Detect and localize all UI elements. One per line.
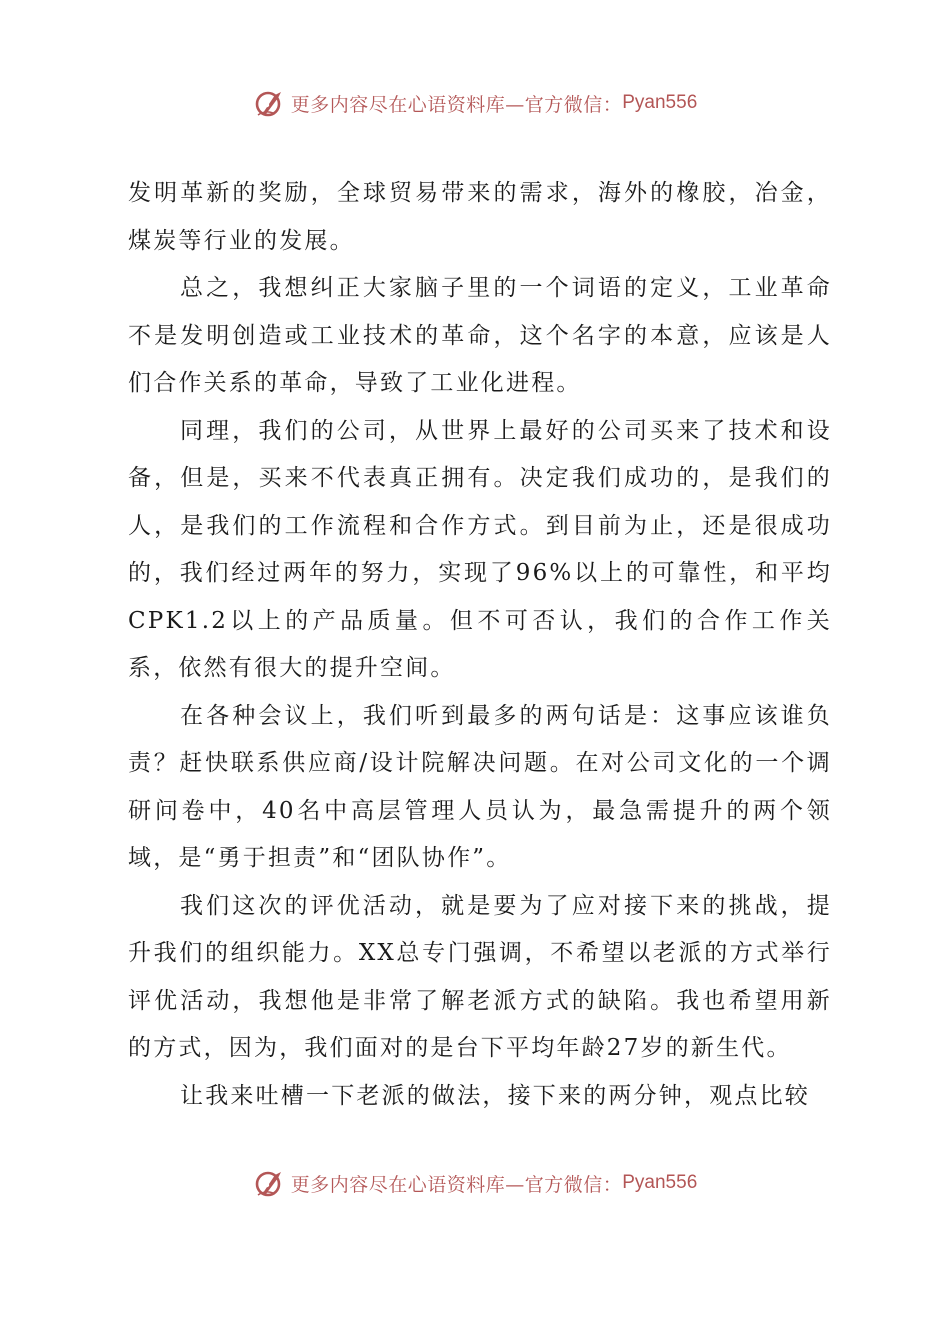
header-banner-wechat-id: Pyan556 xyxy=(622,92,698,113)
pen-nib-logo-icon xyxy=(253,86,287,120)
document-body xyxy=(128,170,832,1120)
paragraph-1: 发明革新的奖励，全球贸易带来的需求，海外的橡胶，冶金，煤炭等行业的发展。 xyxy=(128,180,832,254)
paragraph-5: 我们这次的评优活动，就是要为了应对接下来的挑战，提升我们的组织能力。XX总专门强调，不希望以老派的方式举行评优活动，我想他是非常了解老派方式的缺陷。我也希望用新的方式，因为，我们面对的是台下平均年龄27岁的新生代。 xyxy=(128,892,832,1061)
paragraph-2: 总之，我想纠正大家脑子里的一个词语的定义，工业革命不是发明创造或工业技术的革命，这个名字的本意，应该是人们合作关系的革命，导致了工业化进程。 xyxy=(128,275,832,396)
header-banner-text: 更多内容尽在心语资料库—官方微信： xyxy=(290,93,623,116)
paragraph-4: 在各种会议上，我们听到最多的两句话是：这事应该谁负责？赶快联系供应商/设计院解决问题。在对公司文化的一个调研问卷中，40名中高层管理人员认为，最急需提升的两个领域，是“勇于担责”和“团队协作”。 xyxy=(128,702,832,871)
footer-banner xyxy=(0,1163,950,1203)
paragraph-3: 同理，我们的公司，从世界上最好的公司买来了技术和设备，但是，买来不代表真正拥有。决定我们成功的，是我们的人，是我们的工作流程和合作方式。到目前为止，还是很成功的，我们经过两年的努力，实现了96%以上的可靠性，和平均CPK1.2以上的产品质量。但不可否认，我们的合作工作关系，依然有很大的提升空间。 xyxy=(128,417,832,681)
paragraph-6: 让我来吐槽一下老派的做法，接下来的两分钟，观点比较 xyxy=(180,1082,810,1109)
footer-banner-text: 更多内容尽在心语资料库—官方微信： xyxy=(290,1173,623,1196)
pen-nib-logo-icon xyxy=(253,1166,287,1200)
footer-banner-wechat-id: Pyan556 xyxy=(622,1172,698,1193)
header-banner xyxy=(0,83,950,123)
